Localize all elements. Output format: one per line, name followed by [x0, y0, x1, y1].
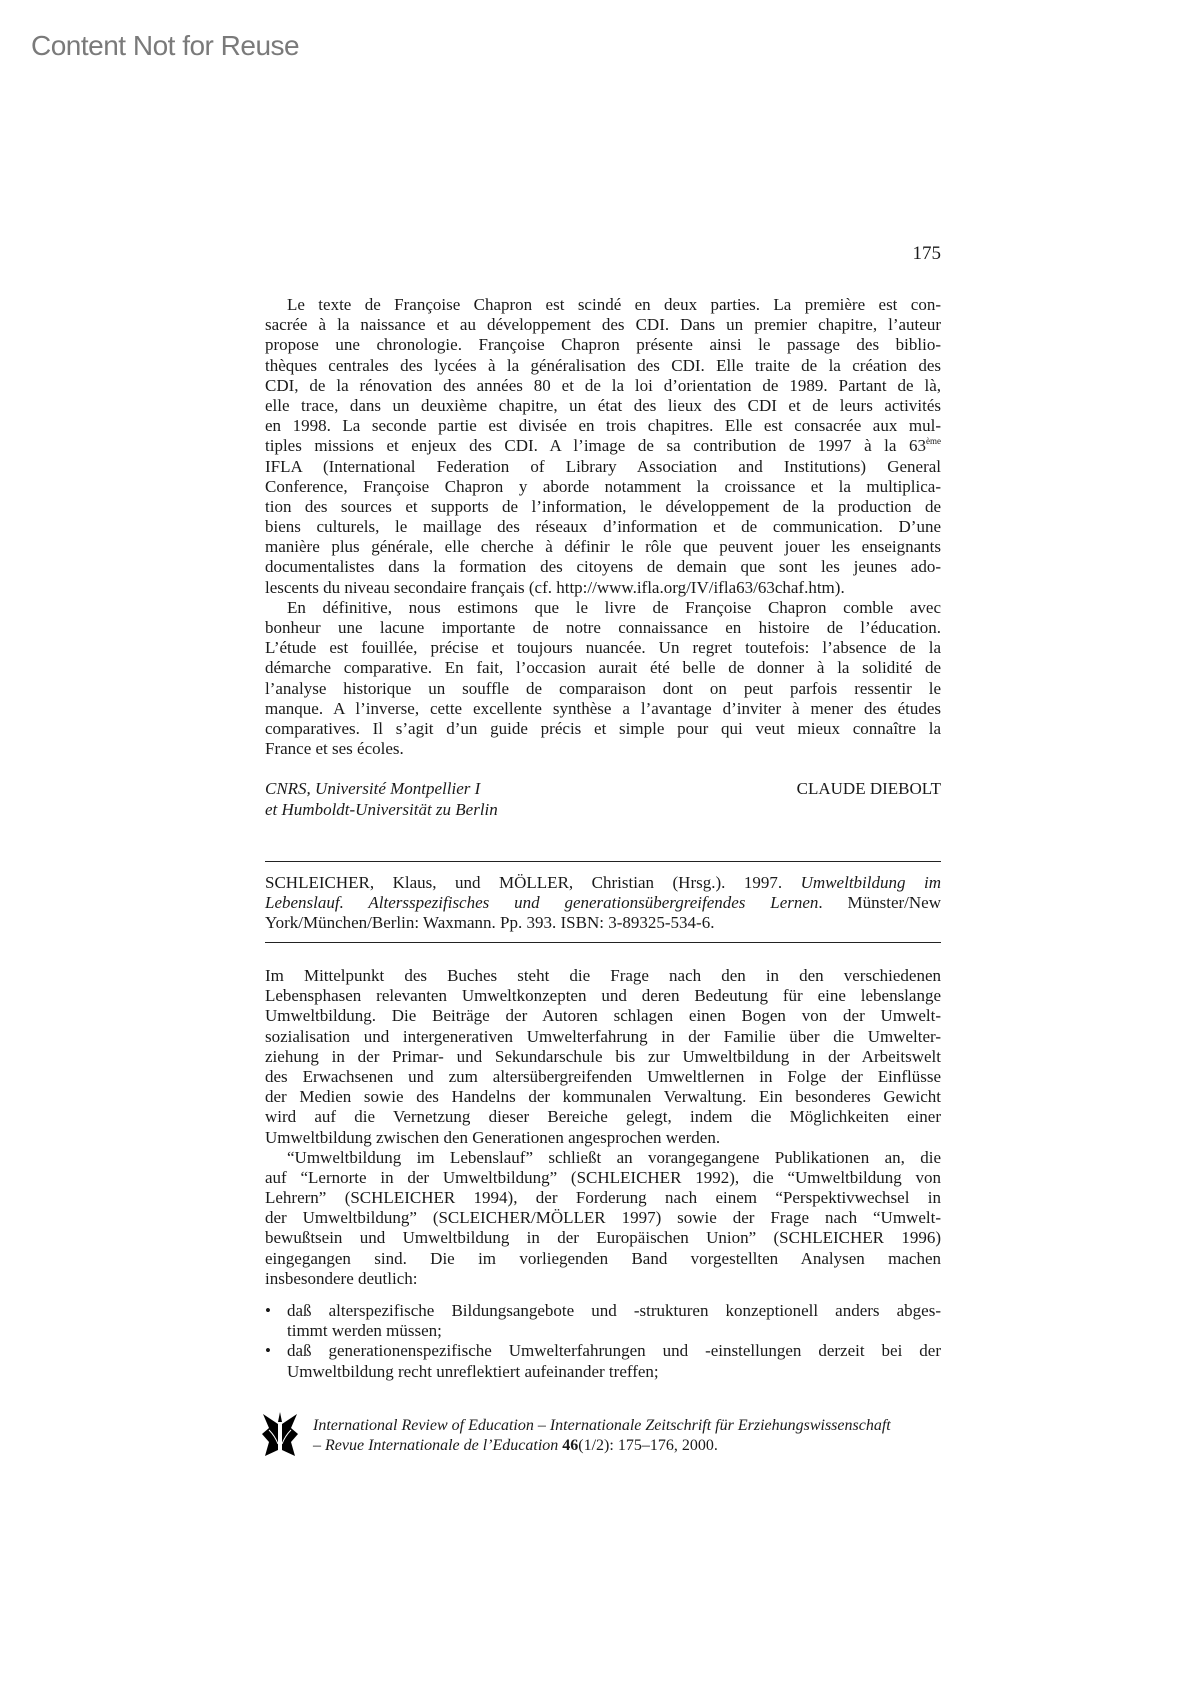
affiliation-line: et Humboldt-Universität zu Berlin [265, 799, 498, 819]
text-line: propose une chronologie. Françoise Chapron présente ainsi le passage des biblio- [265, 335, 941, 355]
watermark: Content Not for Reuse [31, 30, 300, 61]
book-citation [265, 873, 941, 934]
list-item [265, 1301, 941, 1341]
text-segment: York/München/Berlin: Waxmann. Pp. 393. ISBN: 3-89325-534-6. [265, 913, 715, 933]
citation-line [265, 893, 941, 913]
text-line: tion des sources et supports de l’information, le développement de la production de [265, 496, 941, 516]
text-line: sacrée à la naissance et au développement des CDI. Dans un premier chapitre, l’auteur [265, 315, 941, 335]
paragraph [265, 966, 941, 1148]
text-segment: tiples missions et enjeux des CDI. A l’image de sa contribution de 1997 à la 63 [265, 436, 926, 456]
text-line: Le texte de Françoise Chapron est scindé en deux parties. La première est con- [287, 295, 941, 314]
text-line: Lebensphasen relevanten Umweltkonzepten und deren Bedeutung für eine lebenslange [265, 986, 941, 1006]
text-line: der Umweltbildung” (SCLEICHER/MÖLLER 1997) sowie der Frage nach “Umwelt- [265, 1208, 941, 1228]
paragraph [265, 598, 941, 760]
text-line: daß generationenspezifische Umwelterfahrungen und -einstellungen derzeit bei der [287, 1341, 941, 1361]
reviewer-affiliation [265, 779, 498, 820]
text-line: CDI, de la rénovation des années 80 et de la loi d’orientation de 1989. Partant de là, [265, 375, 941, 395]
affiliation-line: CNRS, Université Montpellier I [265, 779, 481, 798]
text-line: sozialisation und intergenerativen Umwelterfahrung in der Familie über die Umwelter- [265, 1026, 941, 1046]
text-segment: Umweltbildung im [800, 873, 941, 892]
text-line: eingegangen sind. Die im vorliegenden Band vorgestellten Analysen machen [265, 1248, 941, 1268]
publisher-logo-icon [261, 1410, 299, 1458]
footer-line [313, 1436, 941, 1456]
text-line: ziehung in der Primar- und Sekundarschule bis zur Umweltbildung in der Arbeitswelt [265, 1046, 941, 1066]
text-line: bewußtsein und Umweltbildung in der Europäischen Union” (SCHLEICHER 1996) [265, 1228, 941, 1248]
divider [265, 942, 941, 943]
text-line: En définitive, nous estimons que le livre de Françoise Chapron comble avec [287, 597, 941, 617]
text-line: auf “Lernorte in der Umweltbildung” (SCHLEICHER 1992), die “Umweltbildung von [265, 1167, 941, 1187]
text-line: France et ses écoles. [265, 739, 404, 759]
journal-footer [313, 1416, 941, 1456]
text-line: comparatives. Il s’agit d’un guide précis et simple pour qui veut mieux connaître la [265, 718, 941, 738]
text-line: en 1998. La seconde partie est divisée en trois chapitres. Elle est consacrée aux mul- [265, 416, 941, 436]
text-segment: ème [926, 436, 941, 447]
paragraph [265, 295, 941, 598]
text-line: insbesondere deutlich: [265, 1268, 418, 1288]
text-line: documentalistes dans la formation des citoyens de demain que sont les jeunes ado- [265, 557, 941, 577]
text-segment: (1/2): 175–176, 2000. [578, 1437, 718, 1454]
footer-line [313, 1416, 941, 1436]
bullet-list [265, 1301, 941, 1382]
review-body [265, 295, 941, 759]
text-line: Conference, Françoise Chapron y aborde notamment la croissance et la multiplica- [265, 476, 941, 496]
text-segment: Lebenslauf. Altersspezifisches und generationsübergreifendes Lernen [265, 893, 819, 913]
review-body [265, 966, 941, 1289]
paragraph [265, 1148, 941, 1289]
bullet-icon: • [265, 1341, 271, 1361]
text-segment: . Münster/New [818, 893, 941, 913]
text-line: daß alterspezifische Bildungsangebote und -strukturen konzeptionell anders abges- [287, 1301, 941, 1320]
text-line: L’étude est fouillée, précise et toujours nuancée. Un regret toutefois: l’absence de la [265, 638, 941, 658]
list-item [265, 1341, 941, 1381]
text-line: der Medien sowie des Handelns der kommunalen Verwaltung. Ein besonderes Gewicht [265, 1087, 941, 1107]
text-line: démarche comparative. En fait, l’occasion aurait été belle de donner à la solidité de [265, 658, 941, 678]
text-line: “Umweltbildung im Lebenslauf” schließt an vorangegangene Publikationen an, die [287, 1147, 941, 1167]
text-line: manière plus générale, elle cherche à définir le rôle que peuvent jouer les enseignants [265, 537, 941, 557]
text-line: manque. A l’inverse, cette excellente synthèse a l’avantage d’inviter à mener des études [265, 698, 941, 718]
text-line: Umweltbildung. Die Beiträge der Autoren schlagen einen Bogen von der Umwelt- [265, 1006, 941, 1026]
text-segment: SCHLEICHER, Klaus, und MÖLLER, Christian (Hrsg.). 1997. [265, 873, 801, 892]
text-line: l’analyse historique un souffle de comparaison dont on peut parfois ressentir le [265, 678, 941, 698]
text-line: elle trace, dans un deuxième chapitre, un état des lieux des CDI et de leurs activités [265, 395, 941, 415]
text-segment: International Review of Education – Internationale Zeitschrift für Erziehungswissenschaft [313, 1417, 891, 1434]
citation-line [265, 913, 941, 933]
text-line: Lehrern” (SCHLEICHER 1994), der Forderung nach einem “Perspektivwechsel in [265, 1188, 941, 1208]
text-segment: 46 [562, 1437, 579, 1454]
text-line: thèques centrales des lycées à la généralisation des CDI. Elle traite de la création des [265, 355, 941, 375]
text-line: Im Mittelpunkt des Buches steht die Frage nach den in den verschiedenen [265, 966, 941, 985]
divider [265, 861, 941, 862]
text-line [265, 436, 941, 456]
text-line: lescents du niveau secondaire français (cf. http://www.ifla.org/IV/ifla63/63chaf.htm). [265, 577, 845, 597]
reviewer-name: CLAUDE DIEBOLT [796, 779, 941, 798]
text-segment: – Revue Internationale de l’Education [313, 1437, 563, 1454]
text-line: Umweltbildung recht unreflektiert aufeinander treffen; [287, 1361, 659, 1381]
citation-line [265, 873, 941, 893]
text-line: timmt werden müssen; [287, 1321, 442, 1341]
text-line: des Erwachsenen und zum altersübergreifenden Umweltlernen in Folge der Einflüsse [265, 1066, 941, 1086]
text-line: bonheur une lacune importante de notre connaissance en histoire de l’éducation. [265, 618, 941, 637]
text-line: IFLA (International Federation of Library Association and Institutions) General [265, 456, 941, 476]
page-number: 175 [912, 243, 941, 264]
text-line: Umweltbildung zwischen den Generationen angesprochen werden. [265, 1127, 721, 1147]
text-line: biens culturels, le maillage des réseaux d’information et de communication. D’une [265, 517, 941, 537]
bullet-icon: • [265, 1301, 271, 1320]
text-line: wird auf die Vernetzung dieser Bereiche gelegt, indem die Möglichkeiten einer [265, 1107, 941, 1127]
